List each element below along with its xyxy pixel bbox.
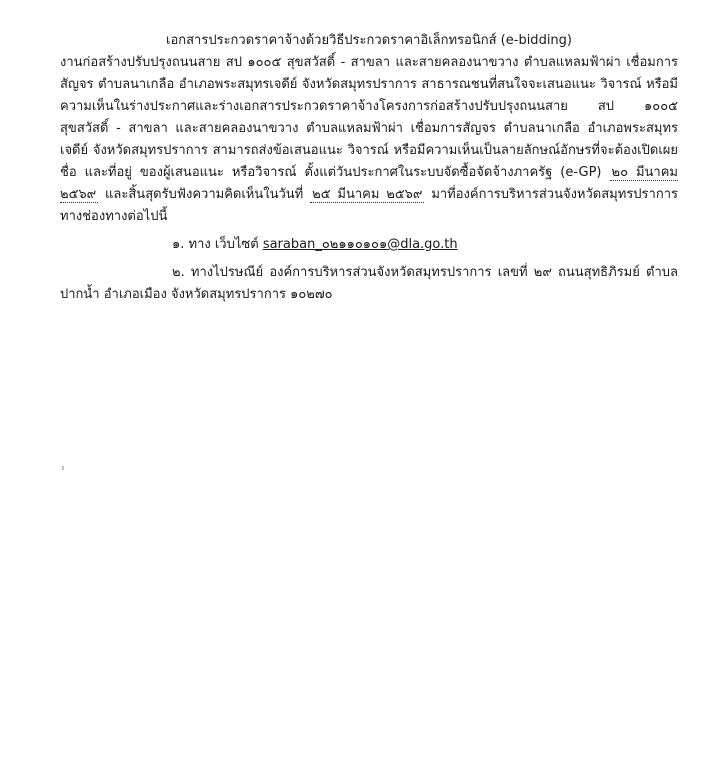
postal-address: องค์การบริหารส่วนจังหวัดสมุทรปราการ เลขที่ ๒๙ ถนนสุทธิภิรมย์ ตำบลปากน้ำ อำเภอเมือง จังหวัดสมุทรปราการ ๑๐๒๗๐ [60, 265, 678, 302]
body-text: งานก่อสร้างปรับปรุงถนนสาย สป ๑๐๐๕ สุขสวัสดิ์ - สาขลา และสายคลองนาขวาง ตำบลแหลมฟ้าผ่า เชื่อมการสัญจร ตำบลนาเกลือ อำเภอพระสมุทรเจดีย์ จังหวัดสมุทรปราการ สาธารณชนที่สนใจจะเสนอแนะ วิจารณ์ หรือมีความเห็นในร่างประกาศและร่างเอกสารประกวดราคาจ้างโครงการก่อสร้างปรับปรุงถนนสาย สป ๑๐๐๕ สุขสวัสดิ์ - สาขลา และสายคลองนาขวาง ตำบลแหลมฟ้าผ่า เชื่อมการสัญจร ตำบลนาเกลือ อำเภอพระสมุทรเจดีย์ จังหวัดสมุทรปราการ สามารถส่งข้อเสนอแนะ วิจารณ์ หรือมีความเห็นเป็นลายลักษณ์อักษรที่จะต้องเปิดเผย ชื่อ และที่อยู่ ของผู้เสนอแนะ หรือวิจารณ์ ตั้งแต่วันประกาศในระบบจัดซื้อจัดจ้างภาครัฐ (e-GP) [60, 55, 678, 180]
channel-post-label: ๒. ทางไปรษณีย์ [172, 265, 264, 280]
channel-post [60, 262, 678, 306]
start-date: ๒๐ มีนาคม ๒๕๖๙ [60, 165, 678, 202]
channel-website [60, 234, 678, 256]
document-title: เอกสารประกวดราคาจ้างด้วยวิธีประกวดราคาอิเล็กทรอนิกส์ (e-bidding) [166, 33, 572, 48]
announcement-paragraph [60, 52, 678, 228]
channel-website-label: ๑. ทาง เว็บไซต์ [172, 237, 259, 252]
scan-speck [62, 466, 64, 470]
end-text-after: มาที่องค์การบริหารส่วนจังหวัดสมุทรปราการ ทางช่องทางต่อไปนี้ [60, 187, 678, 224]
document-body [60, 30, 678, 306]
email-link[interactable]: saraban_๐๒๑๑๐๑๐๑@dla.go.th [262, 237, 458, 252]
end-date: ๒๕ มีนาคม ๒๕๖๙ [312, 187, 423, 202]
end-text-before: และสิ้นสุดรับฟังความคิดเห็นในวันที่ [105, 187, 304, 202]
